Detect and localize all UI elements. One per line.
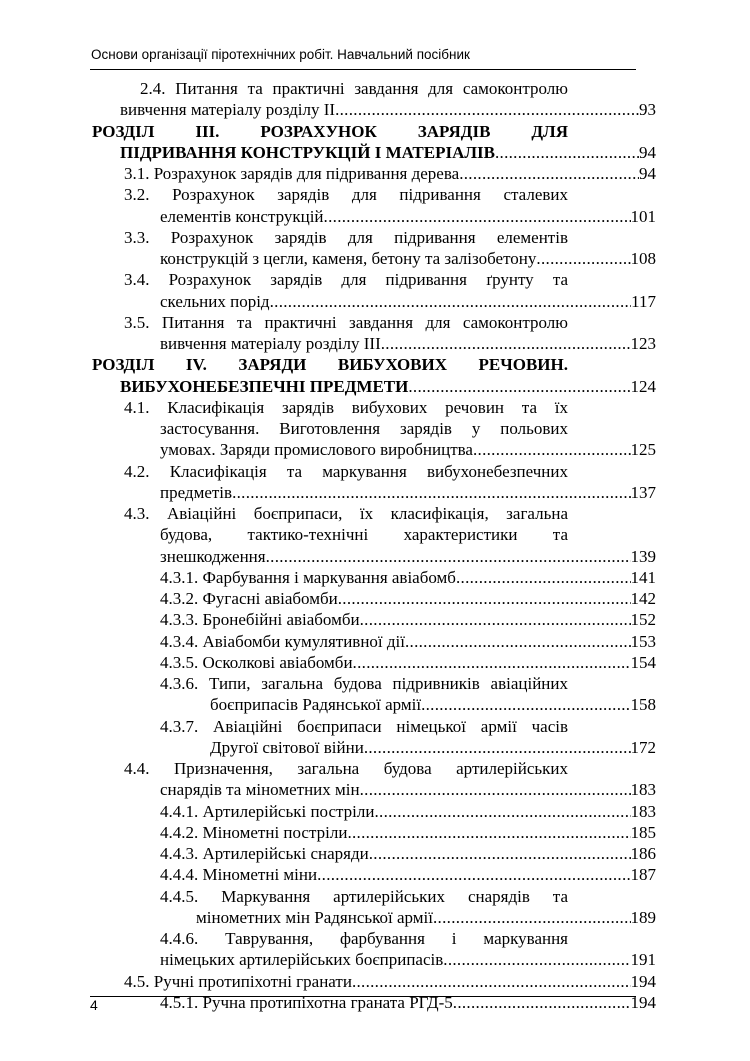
toc-entry-last-line [160,950,656,970]
toc-entry-last-line [160,653,656,673]
toc-entry-title-line: 3.2. Розрахунок зарядів для підривання сталевих [124,185,568,205]
toc-page-number: 93 [639,100,656,120]
toc-entry-last-line [160,589,656,609]
toc-page-number: 172 [630,737,656,757]
toc-entry-title-line: будова, тактико-технічні характеристики та [160,525,568,545]
toc-entry-last-line [160,440,656,460]
dot-leader [456,568,631,588]
dot-leader [459,164,639,184]
dot-leader [338,589,631,609]
toc-entry-last-line [124,972,656,992]
toc-entry-last-line [124,164,656,184]
toc-page-number: 154 [630,652,656,672]
dot-leader [495,143,639,163]
toc-entry-title: Другої світової війни [210,737,364,757]
toc-entry-title: елементів конструкцій [160,206,324,226]
toc-entry-title: умовах. Заряди промислового виробництва [160,440,473,460]
toc-entry-title: 4.5.1. Ручна протипіхотна граната РГД-5 [160,992,453,1012]
toc-entry-last-line [160,207,656,227]
toc-entry-title: ПІДРИВАННЯ КОНСТРУКЦІЙ І МАТЕРІАЛІВ [120,142,495,162]
toc-page-number: 189 [630,907,656,927]
dot-leader [369,844,631,864]
toc-entry-last-line [196,908,656,928]
toc-entry-title: 4.4.1. Артилерійські постріли [160,801,375,821]
toc-entry-last-line [160,334,656,354]
toc-page-number: 158 [630,695,656,715]
toc-entry-title-line: 4.3.7. Авіаційні боєприпаси німецької армії часів [160,716,568,736]
toc-entry-title: предметів [160,482,233,502]
dot-leader [317,865,630,885]
toc-page-number: 123 [630,334,656,353]
toc-entry-title: вивчення матеріалу розділу ІІ [120,100,336,120]
dot-leader [360,780,631,800]
toc-entry-title: снарядів та мінометних мін [160,780,360,800]
header-rule [90,69,636,70]
toc-page-number: 183 [630,801,656,821]
toc-page-number: 187 [630,865,656,885]
dot-leader [270,292,632,312]
toc-entry-title-line: 3.4. Розрахунок зарядів для підривання ґрунту та [124,270,568,290]
dot-leader [421,695,630,715]
toc-page-number: 137 [630,482,656,502]
toc-entry-title-line: РОЗДІЛ IV. ЗАРЯДИ ВИБУХОВИХ РЕЧОВИН. [92,355,568,375]
toc-entry-title-line: 4.4.5. Маркування артилерійських снарядів та [160,886,568,906]
toc-entry-last-line [120,377,656,397]
toc-entry-last-line [160,292,656,312]
dot-leader [536,249,630,269]
dot-leader [364,738,631,758]
toc-entry-title: конструкцій з цегли, каменя, бетону та залізобетону [160,249,537,268]
page-number: 4 [90,997,98,1013]
dot-leader [360,610,631,630]
toc-entry-title-line: 2.4. Питання та практичні завдання для самоконтролю [140,79,568,98]
dot-leader [405,632,631,652]
toc-page-number: 191 [630,950,656,970]
dot-leader [324,207,631,227]
toc-entry-last-line [160,823,656,843]
toc-entry-title: ВИБУХОНЕБЕЗПЕЧНІ ПРЕДМЕТИ [120,376,409,396]
toc-entry-title: знешкодження [160,546,266,566]
toc-entry-title: 4.4.3. Артилерійські снаряди [160,844,369,863]
toc-entry-title: 4.4.2. Мінометні постріли [160,822,348,842]
toc-page-number: 124 [630,376,656,396]
toc-entry-last-line [160,249,656,269]
dot-leader [232,483,630,503]
toc-page-number: 101 [630,206,656,226]
toc-page-number: 153 [630,631,656,651]
toc-entry-last-line [160,780,656,800]
toc-entry-title: 4.5. Ручні протипіхотні гранати [124,971,352,991]
running-header: Основи організації піротехнічних робіт. Навчальний посібник [91,47,470,62]
toc-entry-title: вивчення матеріалу розділу ІІІ [160,334,381,353]
toc-entry-title: мінометних мін Радянської армії [196,907,433,927]
toc-entry-last-line [210,738,656,758]
footer-rule [90,996,636,997]
toc-entry-title: 4.3.3. Бронебійні авіабомби [160,610,360,630]
toc-page-number: 108 [630,249,656,268]
toc-entry-title-line: 4.4. Призначення, загальна будова артилерійських [124,759,568,778]
toc-page-number: 186 [630,844,656,863]
toc-entry-title: 4.3.2. Фугасні авіабомби [160,589,338,608]
dot-leader [353,653,631,673]
toc-entry-title: 4.3.5. Осколкові авіабомби [160,652,353,672]
toc-page-number: 94 [639,164,656,183]
toc-entry-last-line [160,547,656,567]
dot-leader [352,972,631,992]
toc-entry-last-line [120,100,656,120]
toc-page-number: 194 [630,992,656,1012]
dot-leader [433,908,631,928]
toc-page-number: 139 [630,546,656,566]
dot-leader [335,100,639,120]
dot-leader [473,440,631,460]
toc-entry-last-line [160,844,656,864]
toc-entry-last-line [210,695,656,715]
toc-entry-title: 4.3.4. Авіабомби кумулятивної дії [160,631,405,651]
toc-entry-title-line: 4.1. Класифікація зарядів вибухових речовин та їх [124,397,568,417]
toc-entry-title: боєприпасів Радянської армії [210,695,422,715]
toc-entry-title-line: 4.3.6. Типи, загальна будова підривників авіаційних [160,674,568,693]
toc-entry-title-line: РОЗДІЛ ІІІ. РОЗРАХУНОК ЗАРЯДІВ ДЛЯ [92,121,568,141]
toc-page-number: 183 [630,780,656,800]
toc-page-number: 117 [631,291,656,311]
toc-entry-title-line: 3.3. Розрахунок зарядів для підривання елементів [124,227,568,247]
toc-page-number: 194 [630,971,656,991]
toc-page-number: 152 [630,610,656,630]
dot-leader [347,823,630,843]
toc-entry-title-line: 4.2. Класифікація та маркування вибухонебезпечних [124,461,568,481]
toc-page-number: 94 [639,142,656,162]
toc-entry-title-line: 4.3. Авіаційні боєприпаси, їх класифікація, загальна [124,504,568,523]
toc-entry-title: 4.3.1. Фарбування і маркування авіабомб [160,567,456,587]
toc-entry-last-line [160,483,656,503]
toc-entry-last-line [120,143,656,163]
toc-entry-last-line [160,632,656,652]
dot-leader [443,950,630,970]
toc-page-number: 185 [630,822,656,842]
toc-page-number: 141 [630,567,656,587]
toc-entry-title: 3.1. Розрахунок зарядів для підривання дерева [124,164,460,183]
toc-entry-last-line [160,568,656,588]
toc-entry-title: 4.4.4. Мінометні міни [160,865,318,885]
toc-entry-last-line [160,865,656,885]
toc-entry-last-line [160,610,656,630]
dot-leader [381,334,631,354]
dot-leader [266,547,631,567]
toc-entry-last-line [160,802,656,822]
toc-entry-title-line: застосування. Виготовлення зарядів у польових [160,419,568,438]
toc-entry-title-line: 4.4.6. Таврування, фарбування і маркування [160,929,568,948]
toc-entry-title-line: 3.5. Питання та практичні завдання для самоконтролю [124,312,568,332]
toc-entry-title: німецьких артилерійських боєприпасів [160,950,444,970]
toc-page-number: 125 [630,440,656,460]
dot-leader [374,802,630,822]
dot-leader [408,377,630,397]
toc-entry-title: скельних порід [160,291,270,311]
toc-page-number: 142 [630,589,656,608]
